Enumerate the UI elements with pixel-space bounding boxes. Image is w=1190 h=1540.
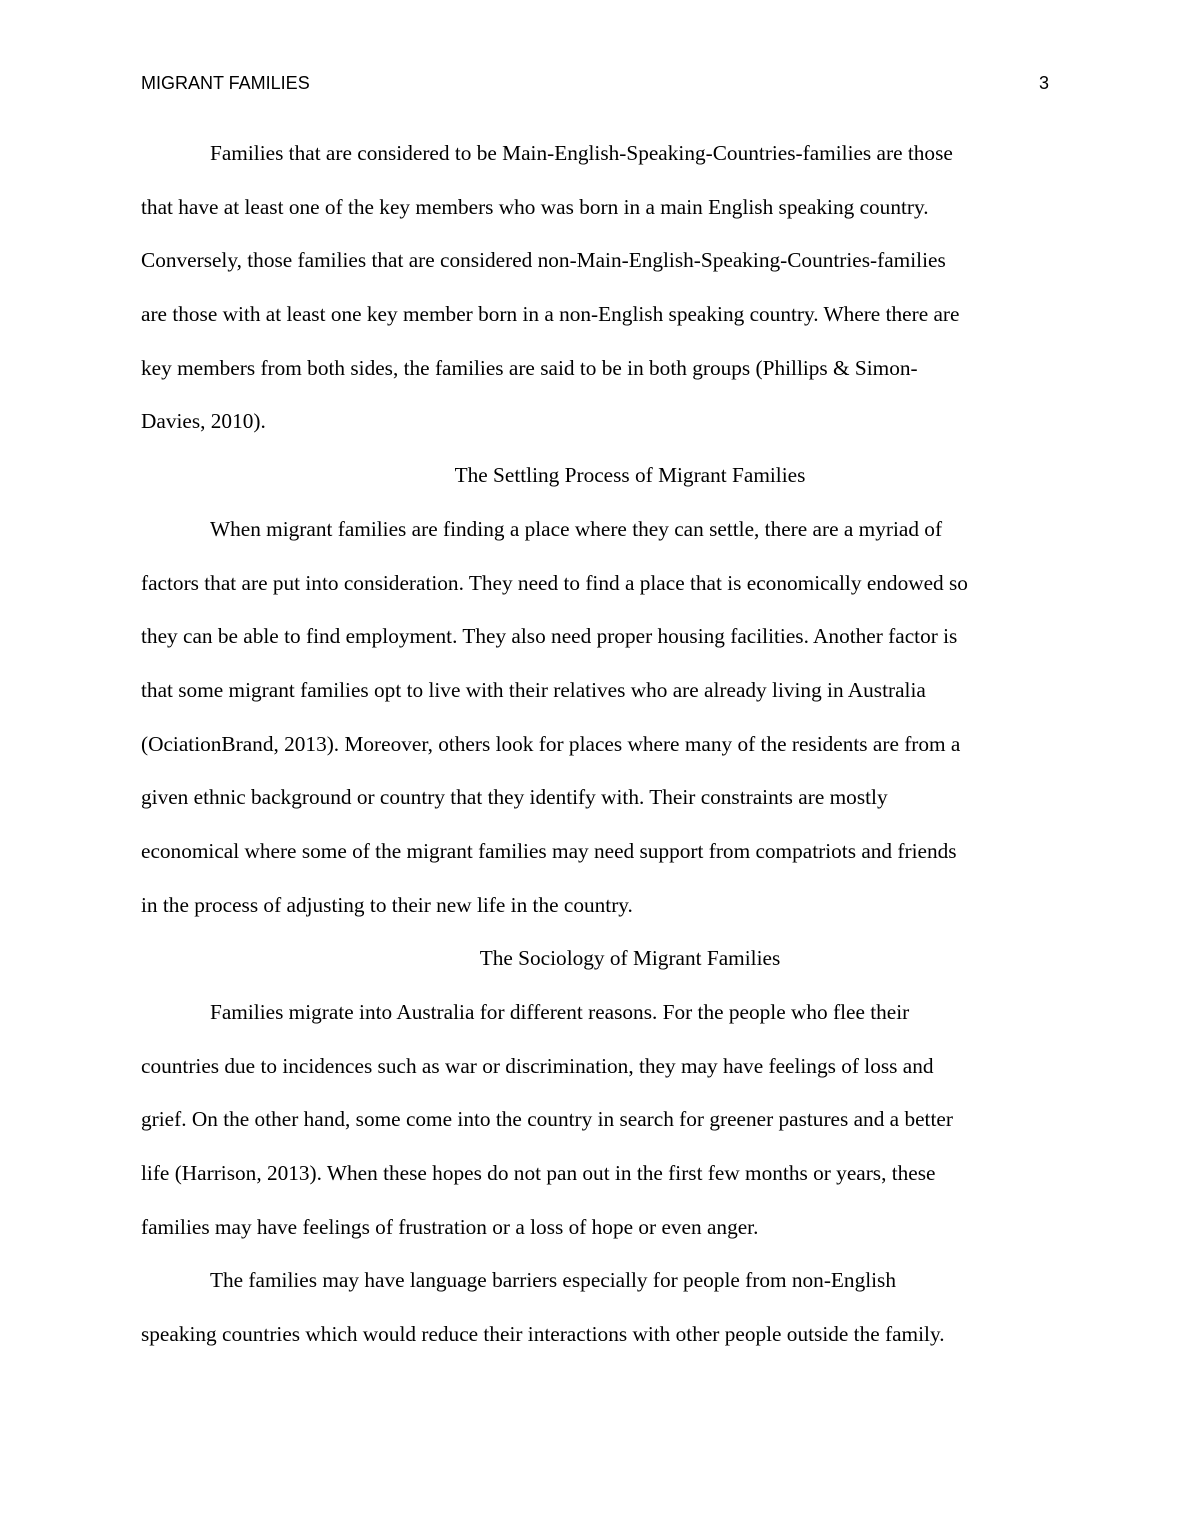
paragraph-line: are those with at least one key member born in a non-English speaking country. Where there are <box>141 302 960 327</box>
section-heading-sociology: The Sociology of Migrant Families <box>479 946 781 971</box>
paragraph-settling <box>141 503 1049 933</box>
paragraph-line: key members from both sides, the families are said to be in both groups (Phillips & Simon- <box>141 355 918 380</box>
paragraph-intro <box>141 127 1049 449</box>
paragraph-line: in the process of adjusting to their new life in the country. <box>141 892 633 917</box>
paragraph-line: that some migrant families opt to live with their relatives who are already living in Australia <box>141 677 926 702</box>
document-body <box>141 127 1049 1362</box>
paragraph-line: economical where some of the migrant families may need support from compatriots and friends <box>141 838 957 863</box>
section-heading-settling: The Settling Process of Migrant Families <box>454 463 806 488</box>
paragraph-line: countries due to incidences such as war or discrimination, they may have feelings of loss and <box>141 1053 934 1078</box>
paragraph-line: When migrant families are finding a place where they can settle, there are a myriad of <box>210 516 943 541</box>
paragraph-line: grief. On the other hand, some come into the country in search for greener pastures and a better <box>141 1107 953 1132</box>
paragraph-line: speaking countries which would reduce their interactions with other people outside the family. <box>141 1322 945 1347</box>
paragraph-line: Conversely, those families that are considered non-Main-English-Speaking-Countries-families <box>141 248 946 273</box>
paragraph-sociology-1 <box>141 986 1049 1254</box>
running-head: MIGRANT FAMILIES <box>141 73 310 93</box>
page-number: 3 <box>1038 73 1049 93</box>
paragraph-line: families may have feelings of frustration or a loss of hope or even anger. <box>141 1214 759 1239</box>
paragraph-line: The families may have language barriers especially for people from non-English <box>210 1268 896 1293</box>
paragraph-line: (OciationBrand, 2013). Moreover, others look for places where many of the residents are from a <box>141 731 961 756</box>
paragraph-sociology-2 <box>141 1254 1049 1361</box>
paragraph-line: Families that are considered to be Main-English-Speaking-Countries-families are those <box>210 141 953 165</box>
paragraph-line: Families migrate into Australia for different reasons. For the people who flee their <box>210 1000 910 1024</box>
paragraph-line: they can be able to find employment. They also need proper housing facilities. Another factor is <box>141 624 958 649</box>
paragraph-line: given ethnic background or country that they identify with. Their constraints are mostly <box>141 785 888 810</box>
paragraph-line: that have at least one of the key members who was born in a main English speaking country. <box>141 194 929 219</box>
paragraph-line: life (Harrison, 2013). When these hopes do not pan out in the first few months or years, these <box>141 1161 936 1186</box>
paragraph-line: factors that are put into consideration. They need to find a place that is economically endowed so <box>141 570 968 595</box>
paragraph-line: Davies, 2010). <box>141 409 266 434</box>
